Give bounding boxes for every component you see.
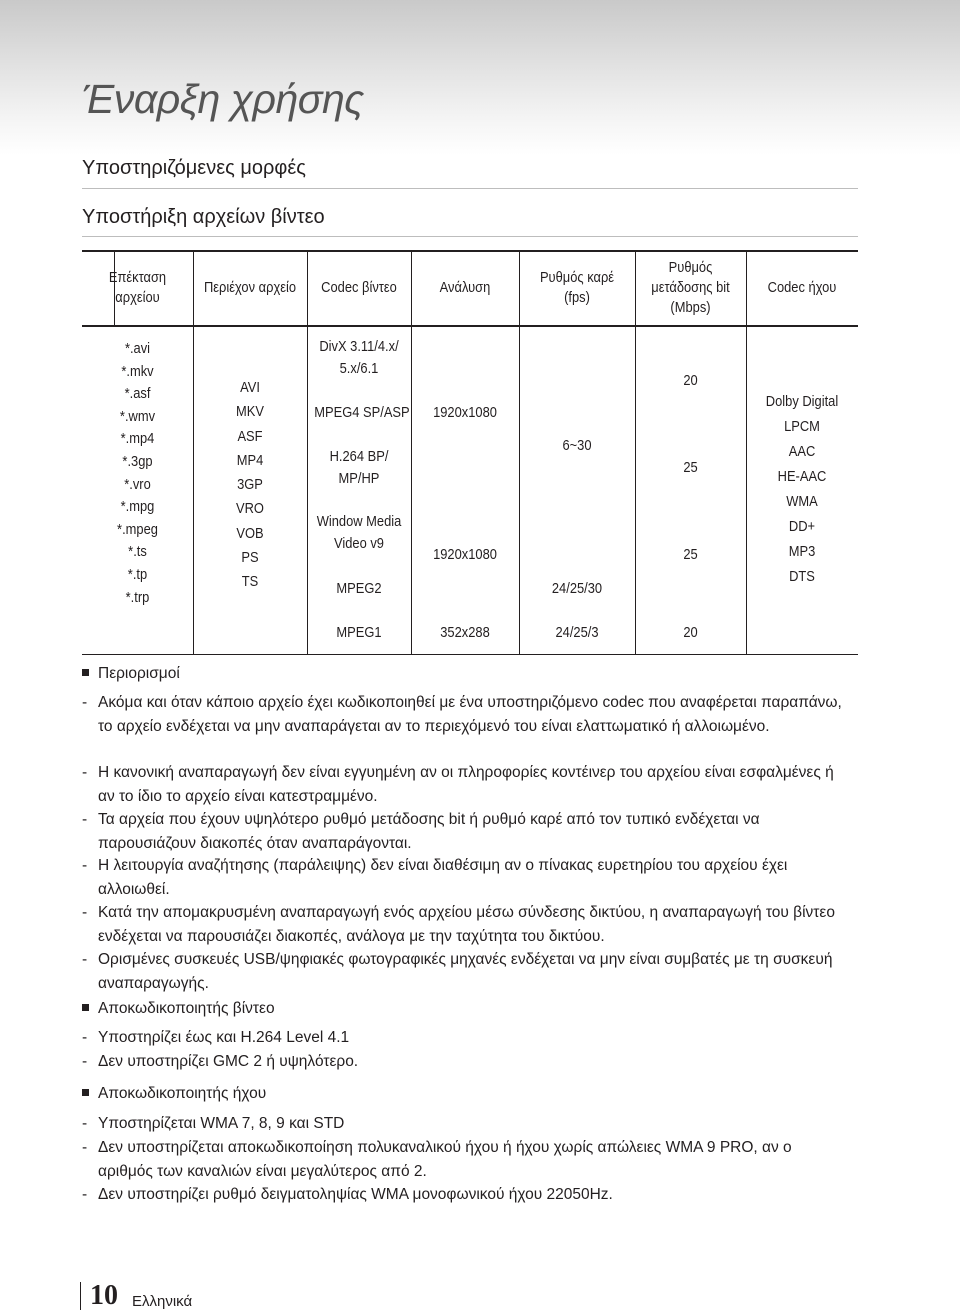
- list-item: - Τα αρχεία που έχουν υψηλότερο ρυθμό μετάδοσης bit ή ρυθμό καρέ από τον τυπικό ενδέχεται να παρουσιάζουν διακοπές όταν αναπαράγονται.: [82, 811, 760, 852]
- subsection-divider: [82, 236, 858, 237]
- subsection-title: Υποστήριξη αρχείων βίντεο: [82, 206, 325, 228]
- header-extension: Επέκταση αρχείου: [108, 269, 167, 306]
- bullet-square-icon: [82, 669, 89, 676]
- extensions-list: *.avi *.mkv *.asf *.wmv *.mp4 *.3gp *.vro *.mpg *.mpeg *.ts *.tp *.trp: [117, 340, 158, 606]
- list-item: - Δεν υποστηρίζεται αποκωδικοποίηση πολυκαναλικού ήχου ή ήχου χωρίς απώλειες WMA 9 PRO, αν ο αριθμός των καναλιών είναι μεγαλύτερος από 2.: [82, 1139, 792, 1180]
- bit-rate-4: 20: [683, 624, 698, 641]
- frame-rate-3: 24/25/3: [555, 624, 599, 641]
- footer-divider: [80, 1282, 81, 1310]
- chapter-title: Έναρξη χρήσης: [82, 76, 364, 122]
- header-video-codec: Codec βίντεο: [321, 279, 397, 296]
- header-audio-codec: Codec ήχου: [767, 279, 837, 296]
- codec-mpeg2: MPEG2: [336, 580, 382, 597]
- list-item: - Ακόμα και όταν κάποιο αρχείο έχει κωδικοποιηθεί με ένα υποστηριζόμενο codec που αναφέρεται παραπάνω, το αρχείο ενδέχεται να μην αναπαράγεται αν το περιεχόμενό του είναι ελαττωματικό ή αλλοιωμένο.: [82, 694, 842, 735]
- resolution-3: 352x288: [440, 624, 490, 641]
- frame-rate-2: 24/25/30: [551, 580, 603, 597]
- bit-rate-2: 25: [683, 459, 698, 476]
- header-frame-rate: Ρυθμός καρέ (fps): [539, 269, 615, 306]
- table-top-border: [82, 250, 858, 252]
- bullet-square-icon: [82, 1004, 89, 1011]
- table-bottom-border: [82, 654, 858, 655]
- codec-wmv9: Window Media Video v9: [316, 513, 402, 552]
- restrictions-heading: Περιορισμοί: [82, 665, 180, 683]
- containers-list: AVI MKV ASF MP4 3GP VRO VOB PS TS: [236, 379, 264, 591]
- video-decoder-heading: Αποκωδικοποιητής βίντεο: [82, 1000, 275, 1018]
- frame-rate-1: 6~30: [562, 437, 592, 454]
- video-format-table: [82, 250, 858, 655]
- list-item: - Ορισμένες συσκευές USB/ψηφιακές φωτογραφικές μηχανές ενδέχεται να μην είναι συμβατές με τη συσκευή αναπαραγωγής.: [82, 951, 833, 992]
- bullet-square-icon: [82, 1089, 89, 1096]
- list-item: - Η λειτουργία αναζήτησης (παράλειψης) δεν είναι διαθέσιμη αν ο πίνακας ευρετηρίου του αρχείου έχει αλλοιωθεί.: [82, 857, 788, 898]
- header-resolution: Ανάλυση: [439, 279, 491, 296]
- header-container: Περιέχον αρχείο: [203, 279, 297, 296]
- bit-rate-3: 25: [683, 546, 698, 563]
- list-item: - Υποστηρίζει έως και H.264 Level 4.1: [82, 1029, 350, 1046]
- section-title: Υποστηριζόμενες μορφές: [82, 157, 306, 179]
- bit-rate-1: 20: [683, 372, 698, 389]
- header-bit-rate: Ρυθμός μετάδοσης bit (Mbps): [651, 259, 730, 316]
- list-item: - Κατά την απομακρυσμένη αναπαραγωγή ενός αρχείου μέσω σύνδεσης δικτύου, η αναπαραγωγή του βίντεο ενδέχεται να παρουσιάζει διακοπές, ανάλογα με την ταχύτητα του δικτύου.: [82, 904, 835, 945]
- resolution-1: 1920x1080: [433, 404, 497, 421]
- codec-h264: H.264 BP/ MP/HP: [329, 448, 389, 487]
- col-sep: [411, 250, 412, 655]
- audio-codecs-list: Dolby Digital LPCM AAC HE-AAC WMA DD+ MP3 DTS: [765, 393, 839, 585]
- page-language: Ελληνικά: [132, 1293, 193, 1310]
- codec-mpeg4: MPEG4 SP/ASP: [314, 404, 410, 421]
- page-number: 10: [90, 1280, 118, 1311]
- list-item: - Δεν υποστηρίζει ρυθμό δειγματοληψίας WMA μονοφωνικού ήχου 22050Hz.: [82, 1186, 613, 1203]
- audio-decoder-heading: Αποκωδικοποιητής ήχου: [82, 1085, 266, 1103]
- list-item: - Δεν υποστηρίζει GMC 2 ή υψηλότερο.: [82, 1053, 359, 1070]
- section-divider: [82, 188, 858, 189]
- codec-divx: DivX 3.11/4.x/ 5.x/6.1: [319, 338, 399, 377]
- table-header-border: [82, 325, 858, 327]
- codec-mpeg1: MPEG1: [336, 624, 382, 641]
- resolution-2: 1920x1080: [433, 546, 497, 563]
- list-item: - Υποστηρίζεται WMA 7, 8, 9 και STD: [82, 1115, 345, 1132]
- list-item: - Η κανονική αναπαραγωγή δεν είναι εγγυημένη αν οι πληροφορίες κοντέινερ του αρχείου είναι εσφαλμένες ή αν το ίδιο το αρχείο είναι κατεστραμμένο.: [82, 764, 834, 805]
